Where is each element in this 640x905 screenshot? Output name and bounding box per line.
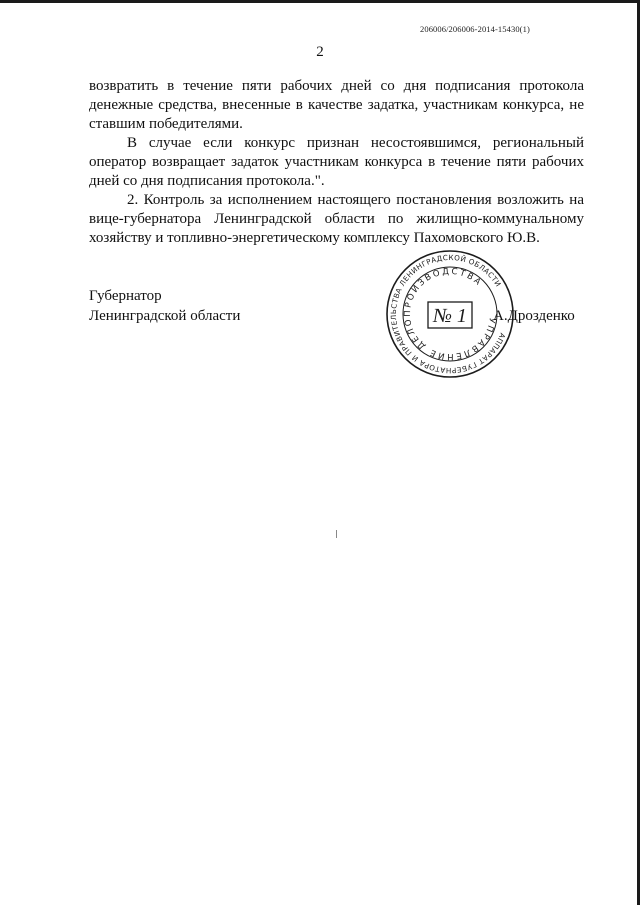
scan-edge-top <box>0 0 640 3</box>
signatory-title <box>89 286 240 326</box>
signatory-title-line1: Губернатор <box>89 288 162 304</box>
page-number: 2 <box>316 44 324 60</box>
stamp-inner-text: УПРАВЛЕНИЕ ДЕЛОПРОИЗВОДСТВА <box>402 266 497 362</box>
signatory-title-line2: Ленинградской области <box>89 308 241 324</box>
paragraph-control: 2. Контроль за исполнением настоящего постановления возложить на вице-губернатора Ленинградской области по жилищно-коммунальному хозяйству и топливно-энергетическому комплексу Пахомовского Ю.В. <box>89 192 584 246</box>
paragraph-return-deposit: возвратить в течение пяти рабочих дней со дня подписания протокола денежные средства, внесенные в качестве задатка, участникам конкурса, не ставшим победителями. <box>89 78 584 132</box>
document-body <box>89 77 584 248</box>
scan-speck <box>336 530 337 538</box>
signatory-name: А.Дрозденко <box>493 308 575 324</box>
paragraph-failed-contest: В случае если конкурс признан несостоявшимся, региональный оператор возвращает задаток участникам конкурса в течение пяти рабочих дней со дня подписания протокола.". <box>89 135 584 189</box>
stamp-outer-text: АППАРАТ ГУБЕРНАТОРА И ПРАВИТЕЛЬСТВА ЛЕНИНГРАДСКОЙ ОБЛАСТИ <box>388 252 508 376</box>
document-code: 206006/206006-2014-15430(1) <box>420 24 530 34</box>
stamp-number: № 1 <box>433 305 467 327</box>
